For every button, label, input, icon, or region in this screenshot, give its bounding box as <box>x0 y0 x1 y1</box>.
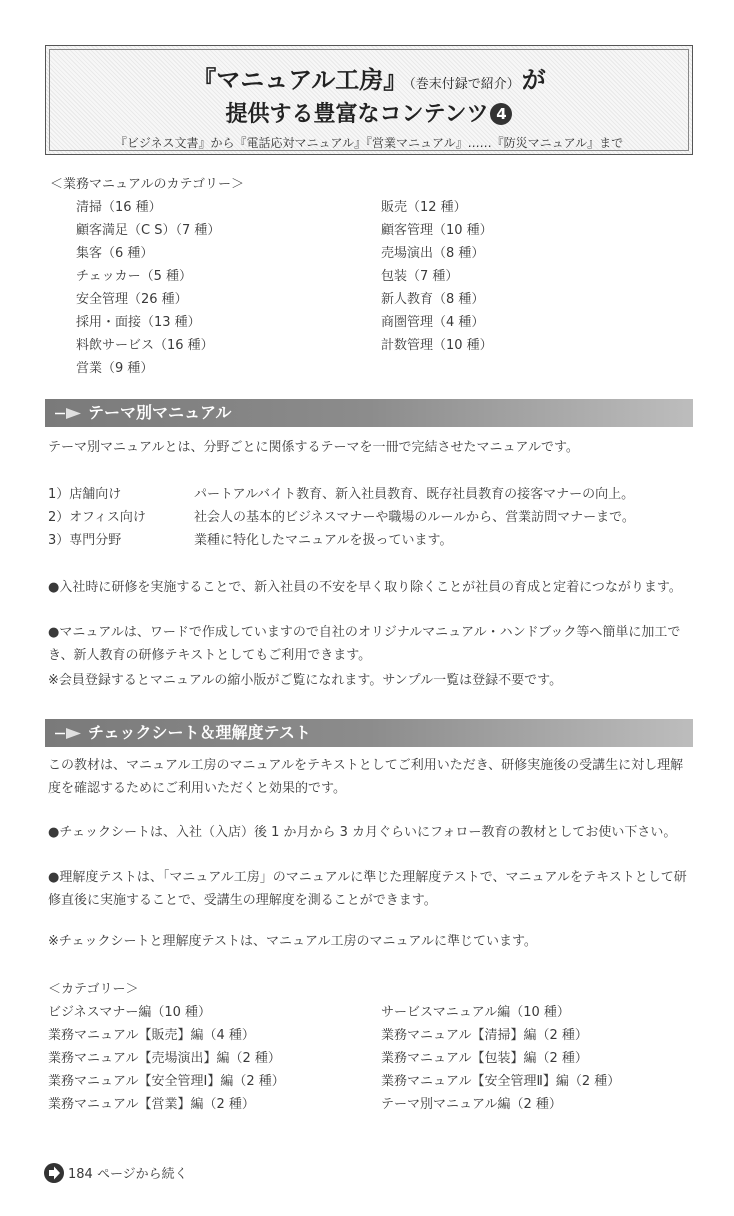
circled-number-badge: 4 <box>490 103 512 125</box>
category-left-2: 顧客満足（C S）（7 種） <box>76 223 221 238</box>
title-line-2-text: 提供する豊富なコンテンツ <box>225 102 489 127</box>
category-left-5: 安全管理（26 種） <box>76 292 188 307</box>
category-right-4: 包装（7 種） <box>381 269 459 284</box>
check-category-left-2: 業務マニュアル【販売】編（4 種） <box>48 1028 255 1043</box>
title-main: 『マニュアル工房』 <box>192 66 408 94</box>
continuation-text: 184 ページから続く <box>68 1167 188 1182</box>
arrow-icon <box>55 408 81 419</box>
theme-manual-intro: テーマ別マニュアルとは、分野ごとに関係するテーマを一冊で完結させたマニュアルです。 <box>48 440 579 455</box>
check-category-left-4: 業務マニュアル【安全管理Ⅰ】編（2 種） <box>48 1074 285 1089</box>
category-right-5: 新人教育（8 種） <box>381 292 485 307</box>
title-subtitle: 『ビジネス文書』から『電話応対マニュアル』『営業マニュアル』……『防災マニュアル』まで <box>114 136 624 150</box>
check-categories-heading: ＜カテゴリー＞ <box>48 982 139 997</box>
title-box <box>45 45 693 155</box>
continue-arrow-icon <box>44 1163 64 1183</box>
category-right-3: 売場演出（8 種） <box>381 246 485 261</box>
theme-item-1-label: 1）店舗向け <box>48 487 122 502</box>
check-sheet-note-3: ※チェックシートと理解度テストは、マニュアル工房のマニュアルに準じています。 <box>48 934 537 949</box>
theme-note-3: ※会員登録するとマニュアルの縮小版がご覧になれます。サンプル一覧は登録不要です。 <box>48 673 563 688</box>
check-category-right-5: テーマ別マニュアル編（2 種） <box>381 1097 562 1112</box>
section-bar-check-sheet <box>45 719 693 747</box>
category-left-4: チェッカー（5 種） <box>76 269 193 284</box>
check-category-left-1: ビジネスマナー編（10 種） <box>48 1005 212 1020</box>
theme-note-1: ●入社時に研修を実施することで、新入社員の不安を早く取り除くことが社員の育成と定着につながります。 <box>48 580 682 595</box>
title-line-1 <box>46 60 692 95</box>
check-sheet-note-1: ●チェックシートは、入社（入店）後 1 か月から 3 カ月ぐらいにフォロー教育の教材としてお使い下さい。 <box>48 825 677 840</box>
check-category-right-4: 業務マニュアル【安全管理Ⅱ】編（2 種） <box>381 1074 621 1089</box>
section-title-theme-manual: テーマ別マニュアル <box>88 403 232 422</box>
section-bar-theme-manual <box>45 399 693 427</box>
check-category-right-3: 業務マニュアル【包装】編（2 種） <box>381 1051 588 1066</box>
category-right-2: 顧客管理（10 種） <box>381 223 493 238</box>
category-left-6: 採用・面接（13 種） <box>76 315 201 330</box>
theme-item-2-desc: 社会人の基本的ビジネスマナーや職場のルールから、営業訪問マナーまで。 <box>194 510 635 525</box>
check-category-right-2: 業務マニュアル【清掃】編（2 種） <box>381 1028 588 1043</box>
check-category-left-3: 業務マニュアル【売場演出】編（2 種） <box>48 1051 281 1066</box>
theme-item-1-desc: パートアルバイト教育、新入社員教育、既存社員教育の接客マナーの向上。 <box>194 487 635 502</box>
category-right-6: 商圏管理（4 種） <box>381 315 485 330</box>
section-title-check-sheet: チェックシート＆理解度テスト <box>88 723 311 742</box>
category-left-8: 営業（9 種） <box>76 361 154 376</box>
continuation-note <box>44 1163 188 1185</box>
theme-item-2-label: 2）オフィス向け <box>48 510 146 525</box>
categories-heading: ＜業務マニュアルのカテゴリー＞ <box>50 177 244 192</box>
check-category-left-5: 業務マニュアル【営業】編（2 種） <box>48 1097 255 1112</box>
category-left-7: 料飲サービス（16 種） <box>76 338 214 353</box>
theme-note-2: ●マニュアルは、ワードで作成していますので自社のオリジナルマニュアル・ハンドブック等へ簡単に加工でき、新人教育の研修テキストとしてもご利用できます。 <box>48 625 681 663</box>
title-line-2 <box>46 97 692 128</box>
arrow-icon <box>55 728 81 739</box>
check-sheet-note-2: ●理解度テストは、「マニュアル工房」のマニュアルに準じた理解度テストで、マニュアルをテキストとして研修直後に実施することで、受講生の理解度を測ることができます。 <box>48 870 687 908</box>
theme-item-3-desc: 業種に特化したマニュアルを扱っています。 <box>194 533 453 548</box>
category-left-1: 清掃（16 種） <box>76 200 162 215</box>
theme-item-3-label: 3）専門分野 <box>48 533 122 548</box>
check-category-right-1: サービスマニュアル編（10 種） <box>381 1005 570 1020</box>
category-right-1: 販売（12 種） <box>381 200 467 215</box>
category-right-7: 計数管理（10 種） <box>381 338 493 353</box>
category-left-3: 集客（6 種） <box>76 246 154 261</box>
check-sheet-intro: この教材は、マニュアル工房のマニュアルをテキストとしてご利用いただき、研修実施後の受講生に対し理解度を確認するためにご利用いただくと効果的です。 <box>48 758 684 796</box>
title-small-note: （巻末付録で紹介） <box>409 77 520 92</box>
title-particle: が <box>521 66 546 94</box>
